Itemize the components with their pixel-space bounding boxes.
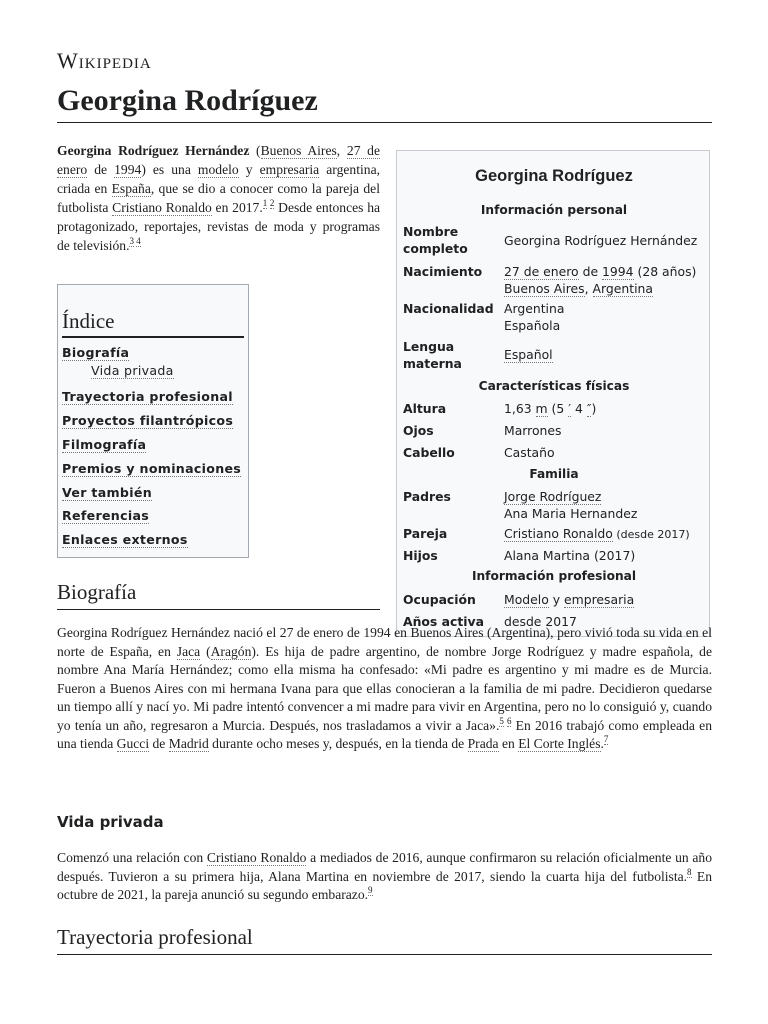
label-ocupacion: Ocupación xyxy=(403,592,476,607)
link-espana[interactable]: España xyxy=(111,181,151,196)
value-cabello: Castaño xyxy=(504,445,555,460)
link-padre[interactable]: Jorge Rodríguez xyxy=(504,489,602,504)
link-empresaria-ocup[interactable]: empresaria xyxy=(564,592,635,607)
text: durante ocho meses y, después, en la tienda de xyxy=(208,736,468,751)
toc-label: Referencias xyxy=(62,508,150,523)
subject-name: Georgina Rodríguez Hernández xyxy=(57,143,250,158)
toc-label: Trayectoria profesional xyxy=(62,389,233,404)
link-metro[interactable]: m xyxy=(535,401,548,416)
text: y xyxy=(238,162,260,177)
toc-item-trayectoria[interactable] xyxy=(62,389,233,404)
link-modelo[interactable]: modelo xyxy=(197,162,239,177)
toc-item-vida-privada[interactable] xyxy=(91,363,174,378)
text: , xyxy=(584,281,593,296)
link-empresaria[interactable]: empresaria xyxy=(259,162,320,177)
text: 1,63 xyxy=(504,401,536,416)
label-nombre: Nombre completo xyxy=(403,224,468,256)
value-ocupacion xyxy=(504,591,709,608)
reference-8[interactable]: 8 xyxy=(687,866,692,877)
text: , que se dio a conocer como la pareja del futbolista xyxy=(57,181,380,215)
value-padres xyxy=(504,488,709,522)
text: Comenzó una relación con xyxy=(57,850,207,865)
text: (5 xyxy=(547,401,569,416)
toc-label: Biografía xyxy=(62,345,130,360)
toc-item-premios[interactable] xyxy=(62,461,241,476)
text: En octubre de 2021, la pareja anunció su segundo embarazo. xyxy=(57,868,712,902)
label-nacimiento: Nacimiento xyxy=(403,264,483,279)
nationality-2: Española xyxy=(504,318,561,333)
table-of-contents xyxy=(57,284,249,558)
infobox xyxy=(396,150,710,637)
link-aragon[interactable]: Aragón xyxy=(210,643,252,659)
text: argentina, criada en xyxy=(57,162,380,196)
text: . xyxy=(600,736,604,751)
text: En 2016 trabajó como empleada en una tienda xyxy=(57,717,712,751)
label-pareja: Pareja xyxy=(403,526,448,541)
text: ). Es hija de padre argentino, de nombre Jorge Rodríguez y madre española, de nombre Ana María Hernández; como ella misma ha confesado: «Mi padre es argentino y mi madre es de Murcia. Fueron a Buenos Aires con mi hermana Ivana para que ellas conocieran a la familia de mi padre. Decidieron quedarse un tiempo allí y nací yo. Mi padre intentó convencer a mi madre para vivir en Argentina, pero no lo consiguió y, cuando yo tenía un año, regresaron a Murcia. Después, nos trasladamos a vivir a Jaca». xyxy=(57,643,712,733)
label-nacionalidad: Nacionalidad xyxy=(403,301,494,316)
text: Georgina Rodríguez Hernández nació el 27 de enero de 1994 en Buenos Aires (Argentina), pero vivió toda su vida en el norte de España, en xyxy=(57,625,712,659)
label-lengua: Lengua materna xyxy=(403,339,462,371)
text: , xyxy=(336,143,347,158)
link-1994[interactable]: 1994 xyxy=(114,162,142,177)
link-nac-date[interactable]: 27 de enero xyxy=(504,264,579,279)
text: ) xyxy=(591,401,597,416)
value-altura xyxy=(504,400,709,417)
link-nac-year[interactable]: 1994 xyxy=(602,264,634,279)
toc-label: Premios y nominaciones xyxy=(62,461,242,476)
link-nac-city[interactable]: Buenos Aires xyxy=(504,281,585,296)
toc-label: Ver también xyxy=(62,485,152,500)
link-jaca[interactable]: Jaca xyxy=(176,643,201,659)
toc-label: Proyectos filantrópicos xyxy=(62,413,234,428)
link-prada[interactable]: Prada xyxy=(467,736,499,751)
value-nombre: Georgina Rodríguez Hernández xyxy=(504,233,698,248)
text: de xyxy=(149,736,169,751)
toc-item-filmografia[interactable] xyxy=(62,437,146,452)
reference-1[interactable]: 1 xyxy=(262,198,268,209)
intro-paragraph xyxy=(57,141,380,255)
text: (28 años) xyxy=(633,264,697,279)
value-pareja xyxy=(504,525,709,543)
label-anos-activa: Años activa xyxy=(403,614,484,629)
text: de xyxy=(578,264,603,279)
reference-5[interactable]: 5 xyxy=(499,715,504,726)
link-pie[interactable]: ′ xyxy=(568,401,572,416)
reference-2[interactable]: 2 xyxy=(269,198,275,209)
toc-title: Índice xyxy=(62,309,244,338)
biografia-paragraph xyxy=(57,624,712,754)
text: de xyxy=(87,162,115,177)
infobox-section-personal: Información personal xyxy=(480,203,628,217)
text: 4 xyxy=(571,401,587,416)
pareja-since: (desde 2017) xyxy=(612,528,690,541)
page-title: Georgina Rodríguez xyxy=(57,84,712,123)
link-el-corte-ingles[interactable]: El Corte Inglés xyxy=(518,736,601,751)
link-27-de-enero[interactable]: 27 de enero xyxy=(57,143,381,177)
heading-biografia: Biografía xyxy=(57,580,380,610)
wikipedia-logo[interactable]: Wikipedia xyxy=(57,48,152,73)
link-buenos-aires[interactable]: Buenos Aires xyxy=(260,143,337,158)
link-pareja[interactable]: Cristiano Ronaldo xyxy=(504,526,613,541)
heading-vida-privada: Vida privada xyxy=(57,813,164,831)
link-gucci[interactable]: Gucci xyxy=(116,736,150,751)
text: en xyxy=(498,736,519,751)
value-nacimiento xyxy=(504,263,709,297)
text: ( xyxy=(200,643,211,659)
text: ) es una xyxy=(141,162,198,177)
label-padres: Padres xyxy=(403,489,451,504)
reference-6[interactable]: 6 xyxy=(506,715,512,726)
link-cristiano-ronaldo[interactable]: Cristiano Ronaldo xyxy=(112,200,212,215)
toc-item-biografia[interactable] xyxy=(62,345,129,360)
value-hijos: Alana Martina (2017) xyxy=(504,548,636,563)
toc-label: Enlaces externos xyxy=(62,532,188,547)
label-cabello: Cabello xyxy=(403,445,455,460)
madre: Ana Maria Hernandez xyxy=(504,506,638,521)
infobox-section-profesional: Información profesional xyxy=(471,569,637,583)
reference-4[interactable]: 4 xyxy=(136,236,141,247)
reference-3[interactable]: 3 xyxy=(129,236,134,247)
link-cristiano-ronaldo-2[interactable]: Cristiano Ronaldo xyxy=(206,850,307,865)
text: en 2017. xyxy=(211,200,263,215)
label-hijos: Hijos xyxy=(403,548,438,563)
infobox-title: Georgina Rodríguez xyxy=(475,167,633,185)
toc-label: Vida privada xyxy=(91,363,174,378)
link-nac-country[interactable]: Argentina xyxy=(592,281,653,296)
text: Desde entonces ha protagonizado, reportajes, revistas de moda y programas de televisión. xyxy=(57,200,381,253)
text: a mediados de 2016, aunque confirmaron su relación oficialmente un año después. Tuvieron a su primera hija, Alana Martina en noviembre de 2017, siendo la cuarta hija del futbolista. xyxy=(57,850,712,884)
toc-label: Filmografía xyxy=(62,437,147,452)
value-lengua xyxy=(504,346,709,363)
label-ojos: Ojos xyxy=(403,423,434,438)
toc-item-enlaces[interactable] xyxy=(62,532,188,547)
toc-item-proyectos[interactable] xyxy=(62,413,233,428)
infobox-section-fisicas: Características físicas xyxy=(478,379,630,393)
reference-7[interactable]: 7 xyxy=(603,734,609,745)
reference-9[interactable]: 9 xyxy=(368,885,373,896)
value-nacionalidad xyxy=(504,300,709,334)
heading-trayectoria: Trayectoria profesional xyxy=(57,925,712,955)
nationality-1: Argentina xyxy=(504,301,565,316)
label-altura: Altura xyxy=(403,401,447,416)
value-ojos: Marrones xyxy=(504,423,562,438)
text: y xyxy=(548,592,565,607)
link-espanol[interactable]: Español xyxy=(504,347,553,362)
text: ( xyxy=(249,143,261,158)
link-madrid[interactable]: Madrid xyxy=(168,736,209,751)
toc-item-ver-tambien[interactable] xyxy=(62,485,152,500)
link-modelo-ocup[interactable]: Modelo xyxy=(504,592,549,607)
infobox-section-familia: Familia xyxy=(529,467,579,481)
link-pulgada[interactable]: ″ xyxy=(586,401,592,416)
vida-privada-paragraph xyxy=(57,849,712,905)
value-anos-activa: desde 2017 xyxy=(504,614,577,629)
toc-item-referencias[interactable] xyxy=(62,508,149,523)
